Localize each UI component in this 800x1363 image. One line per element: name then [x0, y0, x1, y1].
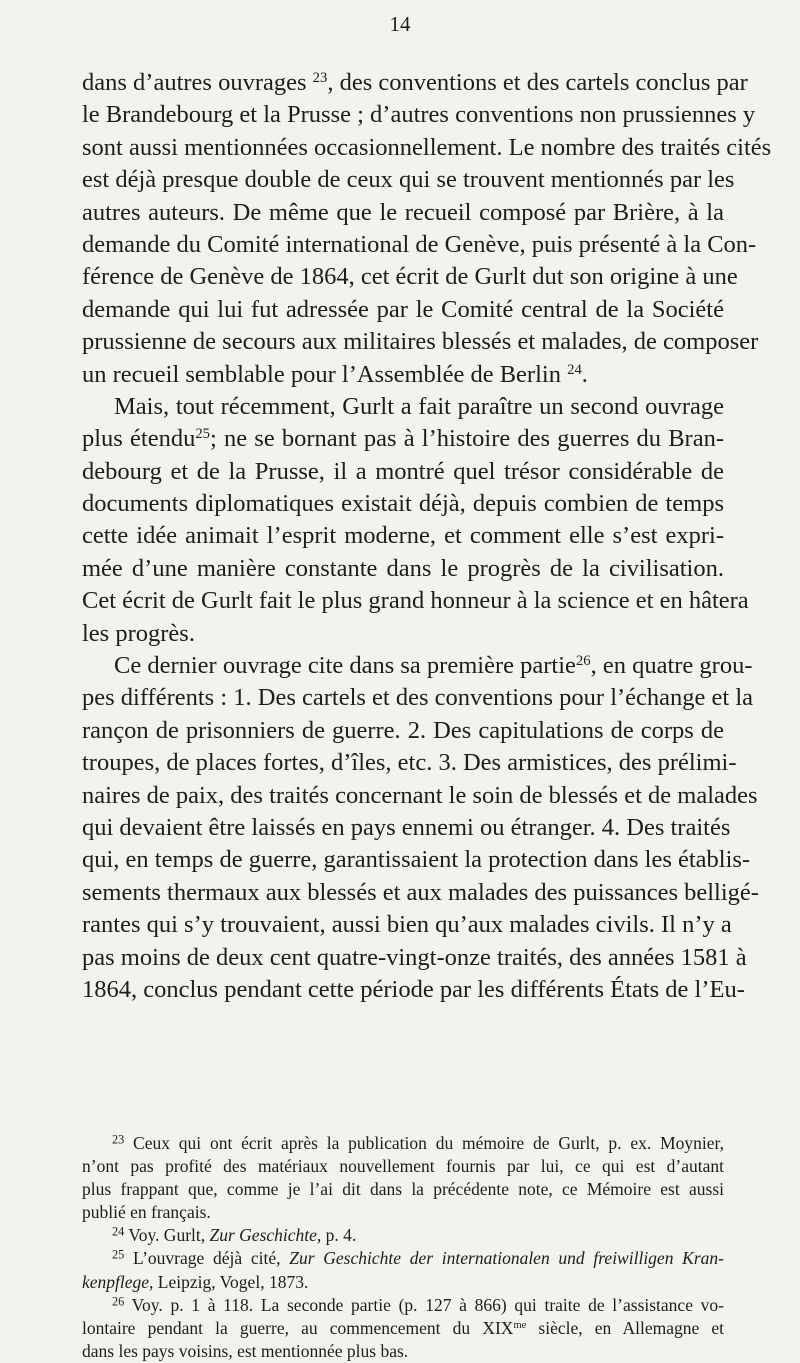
text-line: sont aussi mentionnées occasionnellement. Le nombre des traités cités — [82, 133, 772, 161]
text-line: debourg et de la Prusse, il a montré quel trésor considérable de — [82, 457, 724, 485]
footnote-line: n’ont pas profité des matériaux nouvellement fournis par lui, ce qui est d’autant — [82, 1156, 724, 1177]
footnote-line: plus frappant que, comme je l’ai dit dans la précédente note, ce Mémoire est aussi — [82, 1179, 724, 1200]
footnote-ref-23[interactable]: 23 — [312, 69, 328, 86]
footnote-number: 25 — [112, 1247, 125, 1262]
main-text — [82, 67, 772, 1006]
footnote-24: $^{24}$ Voy. Gurlt, Zur Geschichte, p. 4. — [112, 1224, 357, 1246]
book-title: Zur Geschichte, — [209, 1225, 322, 1246]
book-title: kenpflege, — [82, 1271, 154, 1292]
footnote-line: lontaire pendant la guerre, au commencement du $XIX^{me}$ siècle, en Allemagne et — [82, 1317, 724, 1338]
text-line: Ce dernier ouvrage cite dans sa première partie$^{26}$, en quatre grou- — [114, 652, 753, 680]
text-line: le Brandebourg et la Prusse ; d’autres conventions non prussiennes y — [82, 101, 756, 129]
text-line: troupes, de places fortes, d’îles, etc. 3. Des armistices, des prélimi- — [82, 749, 737, 777]
footnote-line: dans les pays voisins, est mentionnée plus bas. — [82, 1340, 409, 1361]
footnote-25: $^{25}$ L’ouvrage déjà cité, Zur Geschichte der internationalen und freiwilligen Kran- — [112, 1247, 724, 1269]
text-line: plus étendu$^{25}$; ne se bornant pas à l’histoire des guerres du Bran- — [82, 425, 724, 453]
text-line: sements thermaux aux blessés et aux malades des puissances belligé- — [82, 878, 759, 906]
text-line: 1864, conclus pendant cette période par les différents États de l’Eu- — [82, 975, 745, 1003]
text-line: mée d’une manière constante dans le progrès de la civilisation. — [82, 554, 724, 582]
text-line: Mais, tout récemment, Gurlt a fait paraître un second ouvrage — [114, 392, 724, 420]
text-line: férence de Genève de 1864, cet écrit de Gurlt dut son origine à une — [82, 263, 738, 291]
text-line: est déjà presque double de ceux qui se trouvent mentionnés par les — [82, 166, 735, 194]
text-line: documents diplomatiques existait déjà, depuis combien de temps — [82, 490, 724, 518]
footnote-number: 23 — [112, 1132, 125, 1147]
footnote-23: $^{23}$ Ceux qui ont écrit après la publication du mémoire de Gurlt, p. ex. Moynier, — [112, 1132, 724, 1153]
text-line: pes différents : 1. Des cartels et des conventions pour l’échange et la — [82, 684, 754, 712]
footnote-number: 24 — [112, 1224, 125, 1239]
text-line: les progrès. — [82, 619, 195, 647]
text-line: demande du Comité international de Genève, puis présenté à la Con- — [82, 230, 757, 258]
footnote-line: kenpflege, Leipzig, Vogel, 1873. — [82, 1271, 309, 1292]
footnotes — [82, 1132, 724, 1363]
footnote-ref-26[interactable]: 26 — [575, 652, 591, 669]
superscript: me — [513, 1319, 527, 1331]
text-line: dans d’autres ouvrages $^{23}$, des conventions et des cartels conclus par — [82, 69, 748, 96]
text-line: demande qui lui fut adressée par le Comité central de la Société — [82, 295, 724, 323]
text-line: rançon de prisonniers de guerre. 2. Des capitulations de corps de — [82, 716, 724, 744]
footnote-ref-25[interactable]: 25 — [195, 426, 211, 443]
text-line: cette idée animait l’esprit moderne, et comment elle s’est expri- — [82, 522, 724, 550]
text-line: prussienne de secours aux militaires blessés et malades, de composer — [82, 328, 759, 356]
text-line: pas moins de deux cent quatre-vingt-onze traités, des années 1581 à — [82, 943, 747, 971]
text-line: qui, en temps de guerre, garantissaient la protection dans les établis- — [82, 846, 751, 874]
footnote-26: $^{26}$ Voy. p. 1 à 118. La seconde partie (p. 127 à 866) qui traite de l’assistance vo- — [112, 1294, 724, 1315]
page-number: 14 — [389, 12, 411, 36]
book-title: Zur Geschichte der internationalen und freiwilligen Kran- — [289, 1248, 724, 1269]
text-line: un recueil semblable pour l’Assemblée de Berlin $^{24}$. — [82, 360, 588, 388]
text-line: Cet écrit de Gurlt fait le plus grand honneur à la science et en hâtera — [82, 587, 749, 615]
text-line: naires de paix, des traités concernant le soin de blessés et de malades — [82, 781, 758, 809]
text-line: autres auteurs. De même que le recueil composé par Brière, à la — [82, 198, 724, 226]
text-line: qui devaient être laissés en pays ennemi ou étranger. 4. Des traités — [82, 813, 731, 841]
footnote-number: 26 — [112, 1294, 125, 1309]
footnote-ref-24[interactable]: 24 — [567, 361, 582, 378]
text-line: rantes qui s’y trouvaient, aussi bien qu’aux malades civils. Il n’y a — [82, 911, 732, 939]
footnote-line: publié en français. — [82, 1202, 211, 1223]
